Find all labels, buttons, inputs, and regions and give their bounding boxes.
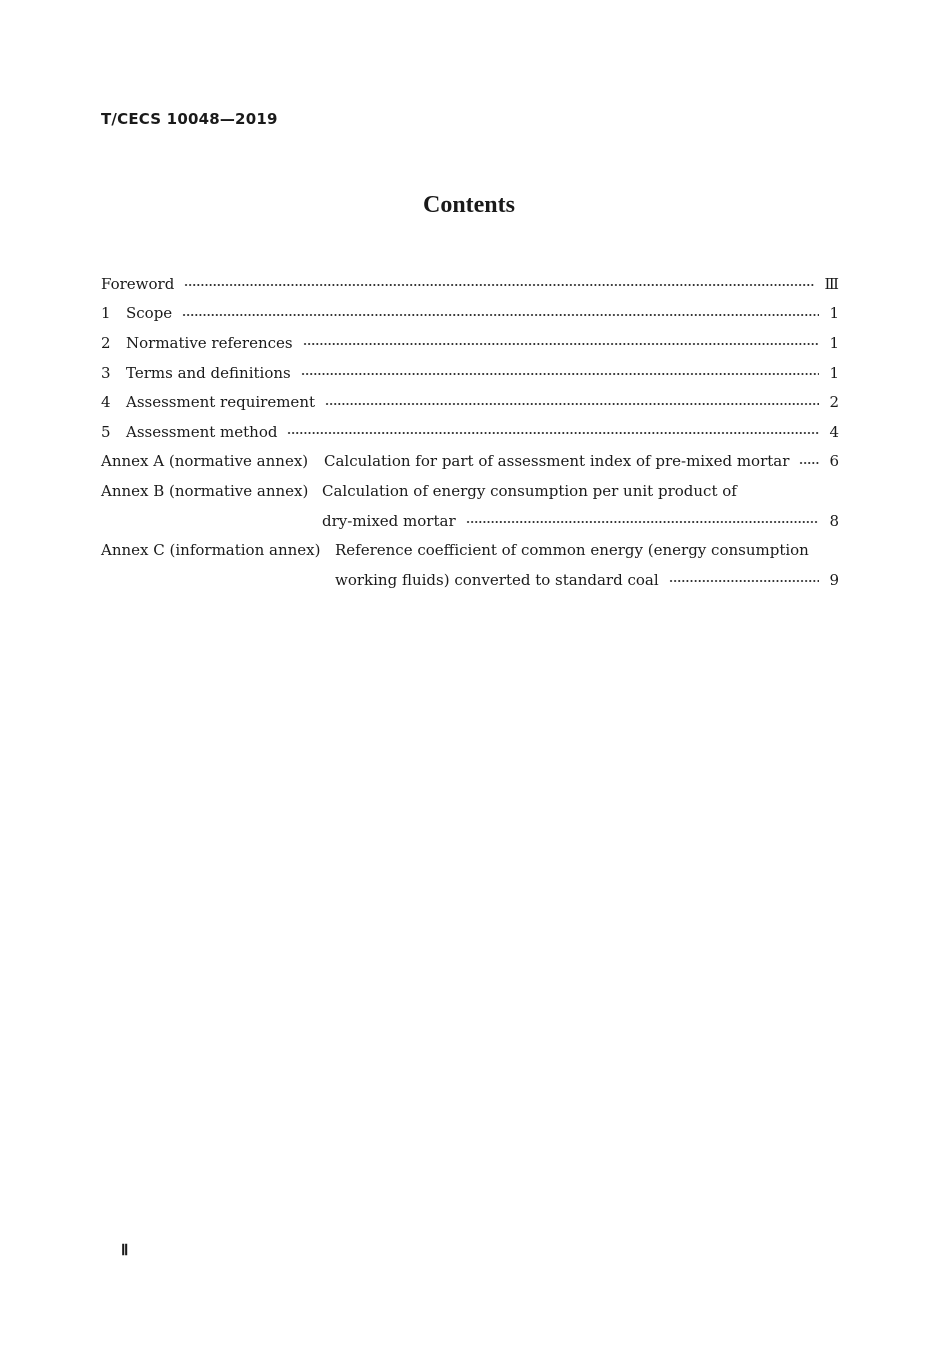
toc-title: Assessment method [126, 422, 278, 441]
dot-leader [287, 432, 819, 434]
toc-entry-chapter-5[interactable] [101, 417, 839, 447]
toc-entry-annex-b-continued[interactable] [101, 506, 839, 536]
annex-label: Annex C (information annex) [101, 541, 321, 560]
annex-label: Annex B (normative annex) [101, 481, 309, 500]
toc-entry-annex-b[interactable] [101, 476, 839, 506]
toc-title: Reference coefficient of common energy (energy consumption [335, 541, 809, 560]
dot-leader [466, 521, 820, 523]
dot-leader [669, 580, 820, 582]
dot-leader [301, 373, 820, 375]
toc-number: 2 [101, 333, 111, 352]
toc-entry-annex-c[interactable] [101, 535, 839, 565]
dot-leader [182, 314, 819, 316]
toc-entry-chapter-2[interactable] [101, 328, 839, 358]
toc-number: 3 [101, 363, 111, 382]
toc-page-number: 2 [829, 393, 839, 412]
toc-page-number: 1 [829, 304, 839, 323]
dot-leader [325, 403, 819, 405]
toc-entry-chapter-4[interactable] [101, 387, 839, 417]
toc-title: Normative references [126, 333, 293, 352]
dot-leader [799, 462, 819, 464]
toc-page-number: 1 [829, 333, 839, 352]
dot-leader [303, 343, 820, 345]
toc-title: Foreword [101, 274, 175, 293]
annex-label: Annex A (normative annex) [101, 452, 309, 471]
toc-entry-annex-a[interactable] [101, 447, 839, 477]
toc-page-number: Ⅲ [824, 274, 839, 293]
toc-title: Calculation for part of assessment index of pre-mixed mortar [324, 452, 790, 471]
toc-number: 5 [101, 422, 111, 441]
page-number: Ⅱ [121, 1243, 129, 1259]
toc-title-continued: working fluids) converted to standard coal [335, 570, 659, 589]
toc-entry-chapter-3[interactable] [101, 358, 839, 388]
toc-page-number: 6 [829, 452, 839, 471]
dot-leader [184, 284, 814, 286]
toc-title-continued: dry-mixed mortar [322, 511, 456, 530]
toc-entry-annex-c-continued[interactable] [101, 565, 839, 595]
toc-title: Scope [126, 304, 173, 323]
toc-title: Calculation of energy consumption per unit product of [322, 481, 737, 500]
toc-entry-chapter-1[interactable] [101, 299, 839, 329]
toc-page-number: 8 [829, 511, 839, 530]
document-code: T/CECS 10048—2019 [101, 110, 278, 128]
toc-page-number: 4 [829, 422, 839, 441]
toc-number: 1 [101, 304, 111, 323]
toc-entry-foreword[interactable] [101, 269, 839, 299]
toc-page-number: 1 [829, 363, 839, 382]
toc-title: Terms and definitions [126, 363, 291, 382]
toc-title: Assessment requirement [126, 393, 316, 412]
page-title: Contents [422, 192, 515, 218]
toc-page-number: 9 [829, 570, 839, 589]
toc-number: 4 [101, 393, 111, 412]
table-of-contents [101, 269, 839, 595]
